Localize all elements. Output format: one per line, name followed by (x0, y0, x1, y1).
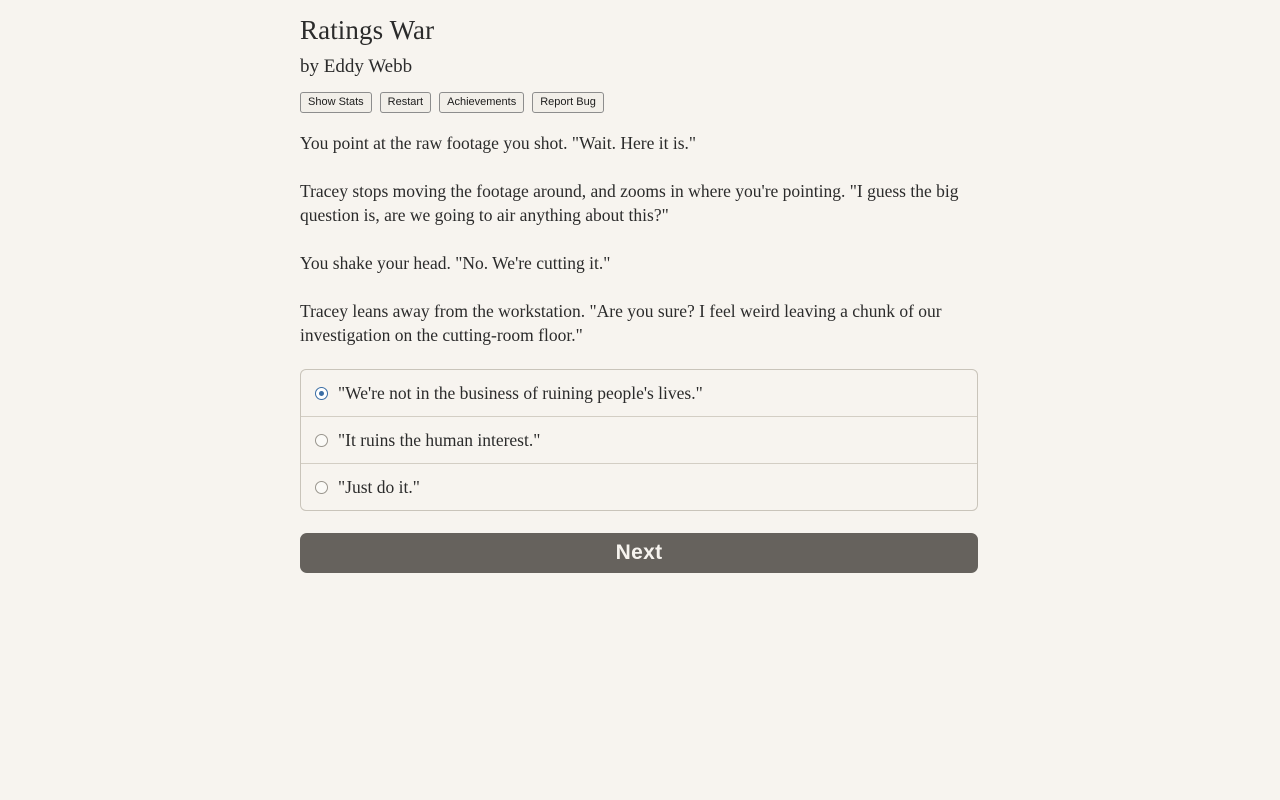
choice-option-3[interactable] (301, 464, 977, 510)
story-text (300, 131, 980, 347)
choice-option-label: "We're not in the business of ruining people's lives." (338, 383, 703, 403)
story-paragraph: Tracey leans away from the workstation. "Are you sure? I feel weird leaving a chunk of our investigation on the cutting-room floor." (300, 301, 942, 345)
radio-icon[interactable] (315, 481, 328, 494)
page-title: Ratings War (300, 15, 435, 45)
story-paragraph: You shake your head. "No. We're cutting it." (300, 253, 611, 273)
choice-option-label: "Just do it." (338, 477, 420, 497)
story-paragraph: Tracey stops moving the footage around, and zooms in where you're pointing. "I guess the big question is, are we going to air anything about this?" (300, 181, 959, 225)
choice-option-2[interactable] (301, 417, 977, 464)
choice-option-1[interactable] (301, 370, 977, 417)
game-author: by Eddy Webb (300, 56, 413, 77)
report-bug-button[interactable]: Report Bug (532, 92, 604, 113)
radio-icon[interactable] (315, 434, 328, 447)
radio-icon[interactable] (315, 387, 328, 400)
next-button[interactable]: Next (300, 533, 978, 573)
restart-button[interactable]: Restart (380, 92, 431, 113)
toolbar (300, 92, 980, 113)
story-paragraph: You point at the raw footage you shot. "Wait. Here it is." (300, 133, 697, 153)
choice-option-label: "It ruins the human interest." (338, 430, 541, 450)
show-stats-button[interactable]: Show Stats (300, 92, 372, 113)
achievements-button[interactable]: Achievements (439, 92, 524, 113)
choice-list (300, 369, 978, 511)
game-content-column (300, 0, 980, 573)
